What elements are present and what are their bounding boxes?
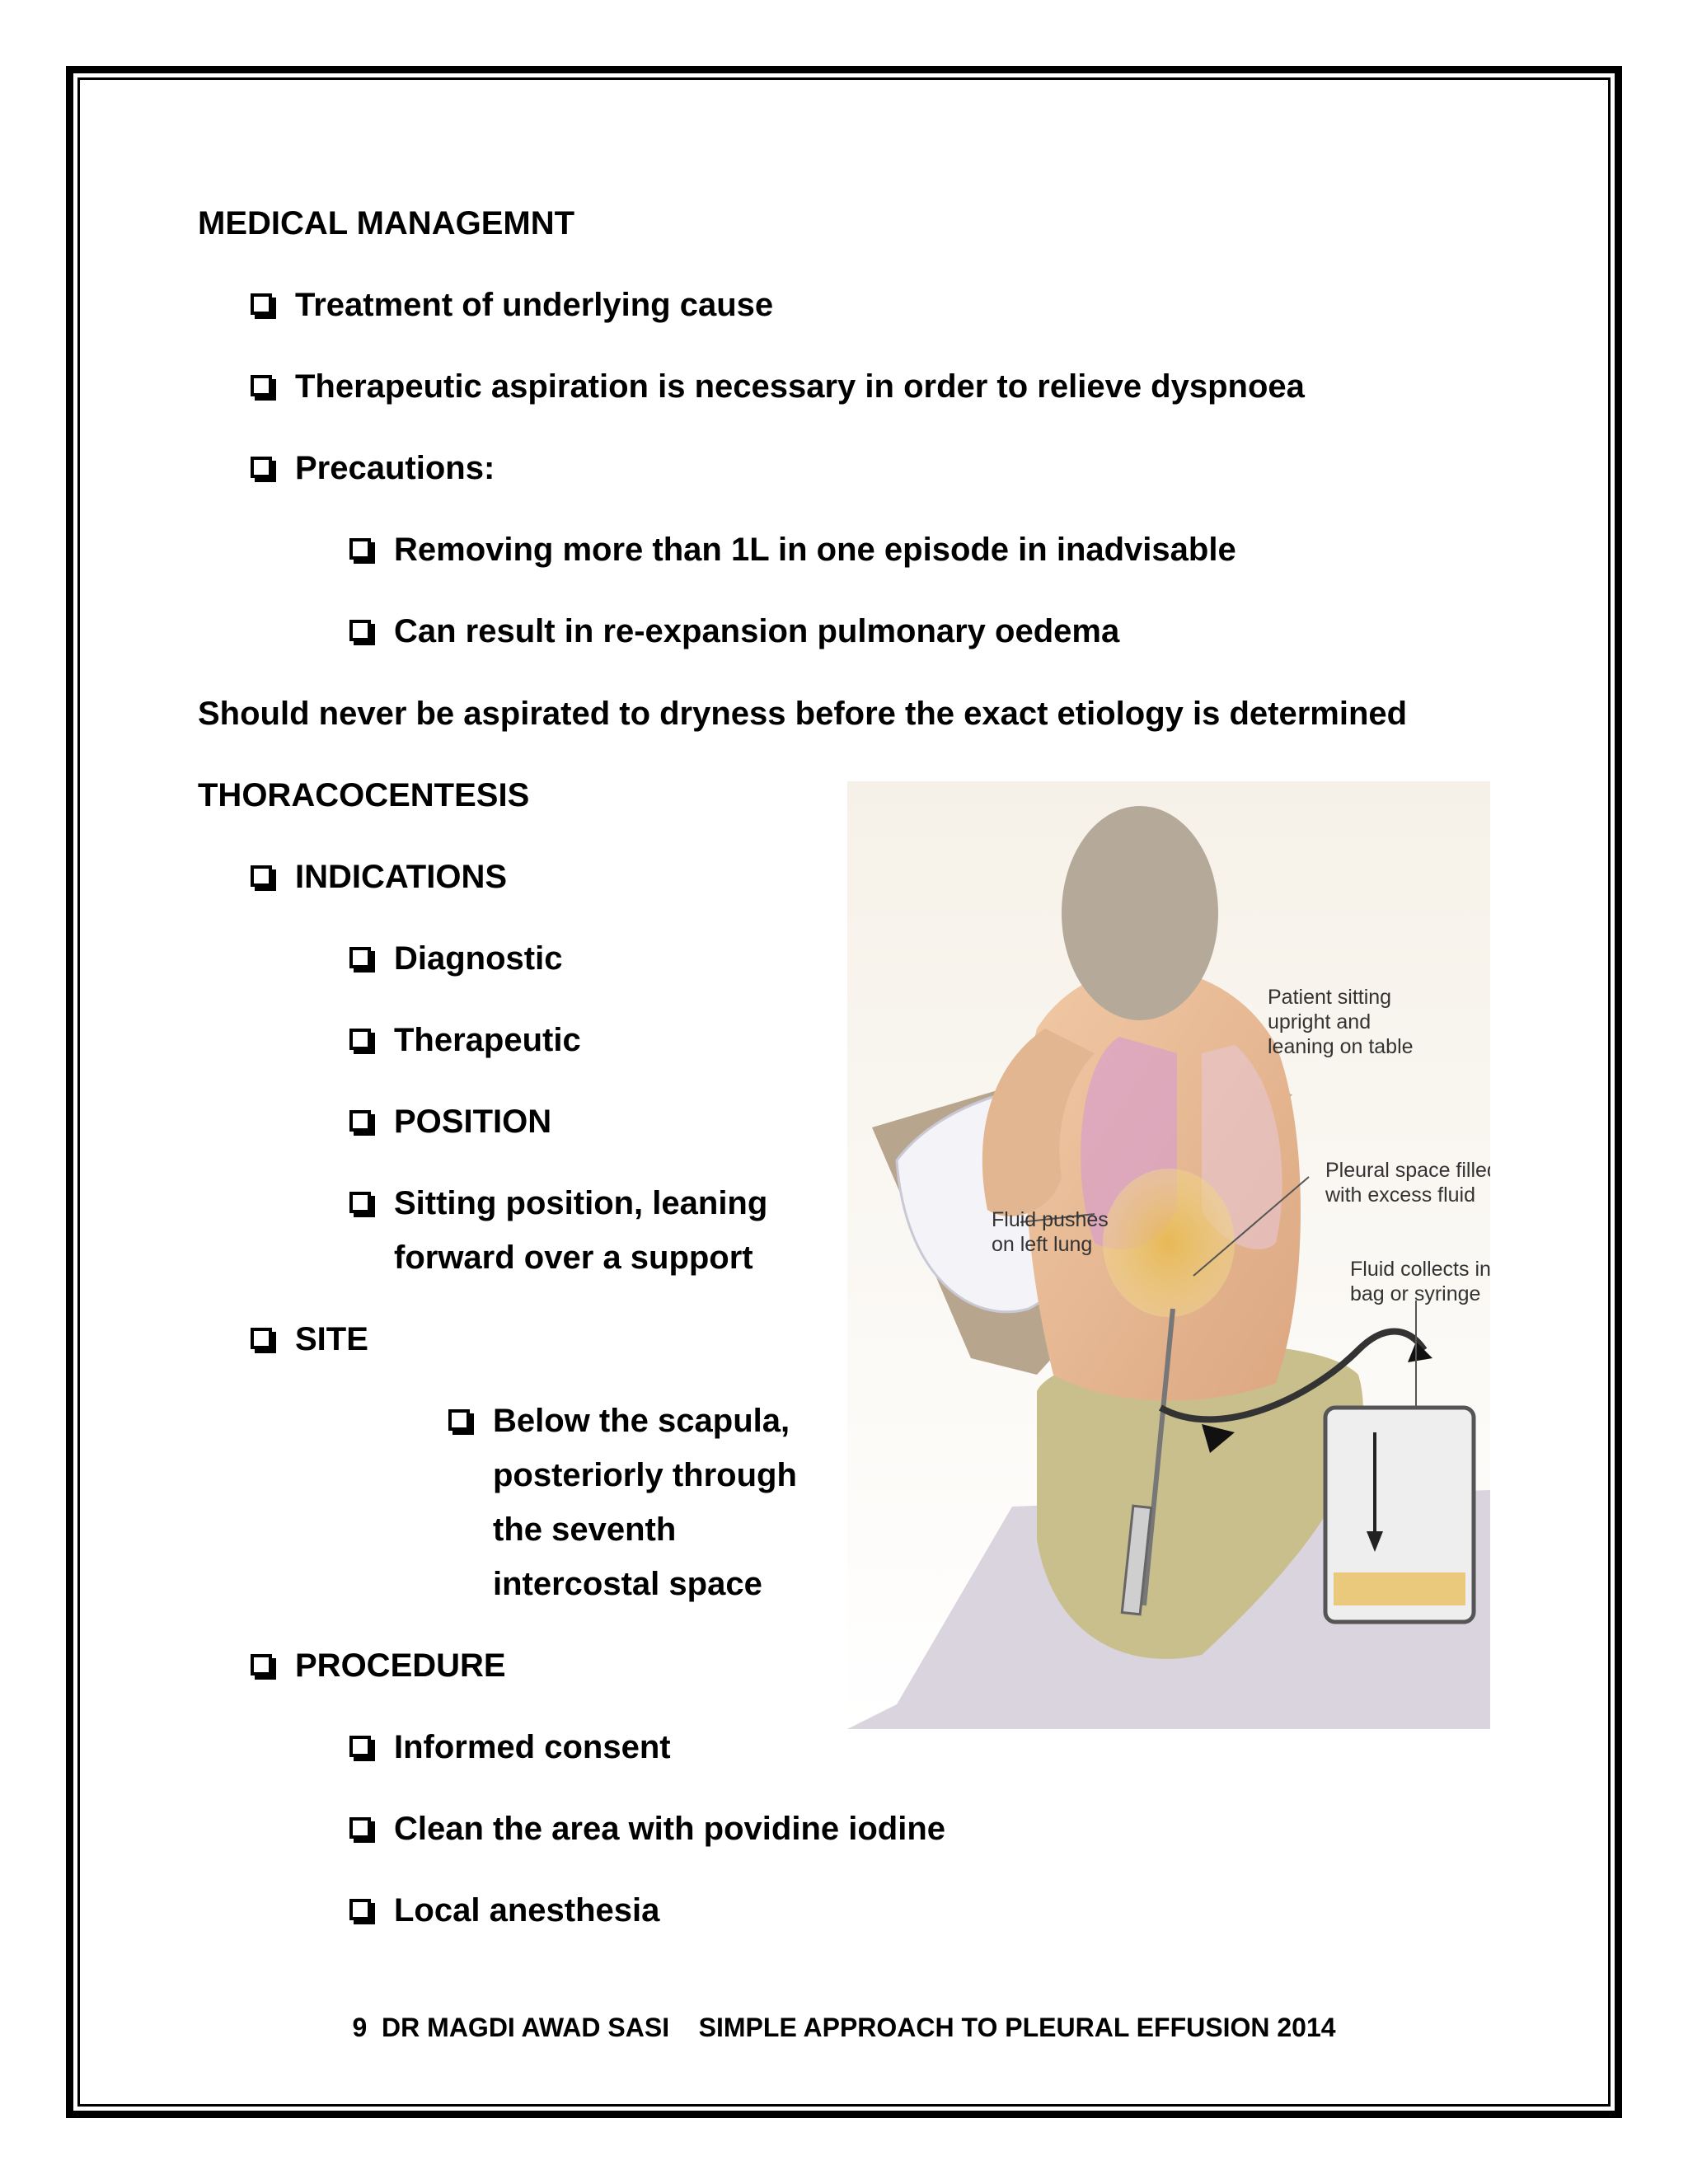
- sub-bullet-item: [448, 1394, 797, 1611]
- label-fluid-collects-line: Fluid collects in: [1350, 1258, 1490, 1281]
- checkbox-bullet-icon: [349, 538, 371, 560]
- label-fluid-pushes-line: Fluid pushes: [992, 1208, 1109, 1231]
- bullet-text: Precautions:: [295, 450, 495, 486]
- bullet-item: [251, 278, 773, 332]
- bullet-text-line: posteriorly through: [493, 1457, 797, 1493]
- bullet-item-site: [251, 1312, 368, 1366]
- sub-bullet-item: [349, 1094, 551, 1149]
- label-patient-line: leaning on table: [1268, 1035, 1414, 1058]
- sub-bullet-item: [349, 604, 1119, 658]
- checkbox-bullet-icon: [349, 620, 371, 641]
- section-heading-medical: MEDICAL MANAGEMNT: [198, 205, 575, 241]
- sub-bullet-item: [349, 1883, 659, 1938]
- footer-text: DR MAGDI AWAD SASI SIMPLE APPROACH TO PLEURAL EFFUSION 2014: [382, 2013, 1336, 2042]
- bullet-text-multiline: [394, 1176, 767, 1285]
- checkbox-bullet-icon: [349, 947, 371, 968]
- checkbox-bullet-icon: [349, 1817, 371, 1839]
- checkbox-bullet-icon: [251, 865, 272, 887]
- checkbox-bullet-icon: [349, 1110, 371, 1132]
- bullet-text-line: Sitting position, leaning: [394, 1185, 768, 1221]
- collected-fluid-shape: [1334, 1572, 1465, 1605]
- label-fluid-collects-line: bag or syringe: [1350, 1282, 1481, 1305]
- checkbox-bullet-icon: [448, 1409, 470, 1431]
- illustration-svg: [847, 781, 1490, 1729]
- label-pleural-line: with excess fluid: [1325, 1183, 1476, 1207]
- pleural-fluid-shape: [1103, 1169, 1235, 1317]
- bullet-text-line: the seventh: [493, 1511, 677, 1548]
- bullet-text-line: forward over a support: [394, 1240, 753, 1276]
- bullet-text: PROCEDURE: [295, 1647, 506, 1684]
- label-patient-line: Patient sitting: [1268, 986, 1392, 1009]
- checkbox-bullet-icon: [349, 1899, 371, 1920]
- checkbox-bullet-icon: [251, 293, 272, 315]
- thoracocentesis-illustration: [847, 781, 1490, 1729]
- checkbox-bullet-icon: [349, 1192, 371, 1213]
- bullet-text: Diagnostic: [394, 940, 563, 977]
- bullet-text: INDICATIONS: [295, 859, 508, 895]
- bullet-text: SITE: [295, 1321, 368, 1357]
- bullet-text: Treatment of underlying cause: [295, 287, 774, 323]
- bullet-text: Can result in re-expansion pulmonary oedema: [394, 613, 1120, 649]
- bullet-text: Therapeutic: [394, 1022, 581, 1058]
- bullet-item-indications: [251, 850, 507, 904]
- bullet-text: Local anesthesia: [394, 1892, 660, 1929]
- sub-bullet-item: [349, 1802, 945, 1856]
- bullet-text-line: intercostal space: [493, 1566, 762, 1602]
- checkbox-bullet-icon: [349, 1736, 371, 1757]
- sub-bullet-item: [349, 523, 1236, 577]
- checkbox-bullet-icon: [251, 375, 272, 396]
- label-pleural-line: Pleural space filled: [1325, 1159, 1490, 1182]
- checkbox-bullet-icon: [251, 457, 272, 478]
- page-number: 9: [352, 2013, 368, 2042]
- section-heading-thoracocentesis: THORACOCENTESIS: [198, 777, 530, 813]
- bullet-item: [251, 441, 495, 495]
- bullet-item: [251, 359, 1305, 414]
- sub-bullet-item: [349, 931, 562, 986]
- sub-bullet-item: [349, 1720, 671, 1774]
- checkbox-bullet-icon: [349, 1029, 371, 1050]
- sub-bullet-item: [349, 1013, 581, 1067]
- sub-bullet-item: [349, 1176, 767, 1285]
- aspiration-note: Should never be aspirated to dryness before the exact etiology is determined: [198, 696, 1408, 732]
- checkbox-bullet-icon: [251, 1654, 272, 1675]
- page-footer: [0, 2008, 1688, 2047]
- bullet-text-multiline: [493, 1394, 797, 1611]
- bullet-item-procedure: [251, 1638, 506, 1693]
- label-patient-line: upright and: [1268, 1010, 1372, 1033]
- bullet-text: Removing more than 1L in one episode in inadvisable: [394, 532, 1236, 568]
- bullet-text: Clean the area with povidine iodine: [394, 1811, 946, 1847]
- bullet-text: Therapeutic aspiration is necessary in order to relieve dyspnoea: [295, 368, 1305, 405]
- bullet-text: POSITION: [394, 1104, 552, 1140]
- bullet-text-line: Below the scapula,: [493, 1403, 790, 1439]
- label-fluid-pushes-line: on left lung: [992, 1233, 1093, 1256]
- bullet-text: Informed consent: [394, 1729, 671, 1765]
- hair-shape: [1062, 806, 1218, 1020]
- checkbox-bullet-icon: [251, 1328, 272, 1349]
